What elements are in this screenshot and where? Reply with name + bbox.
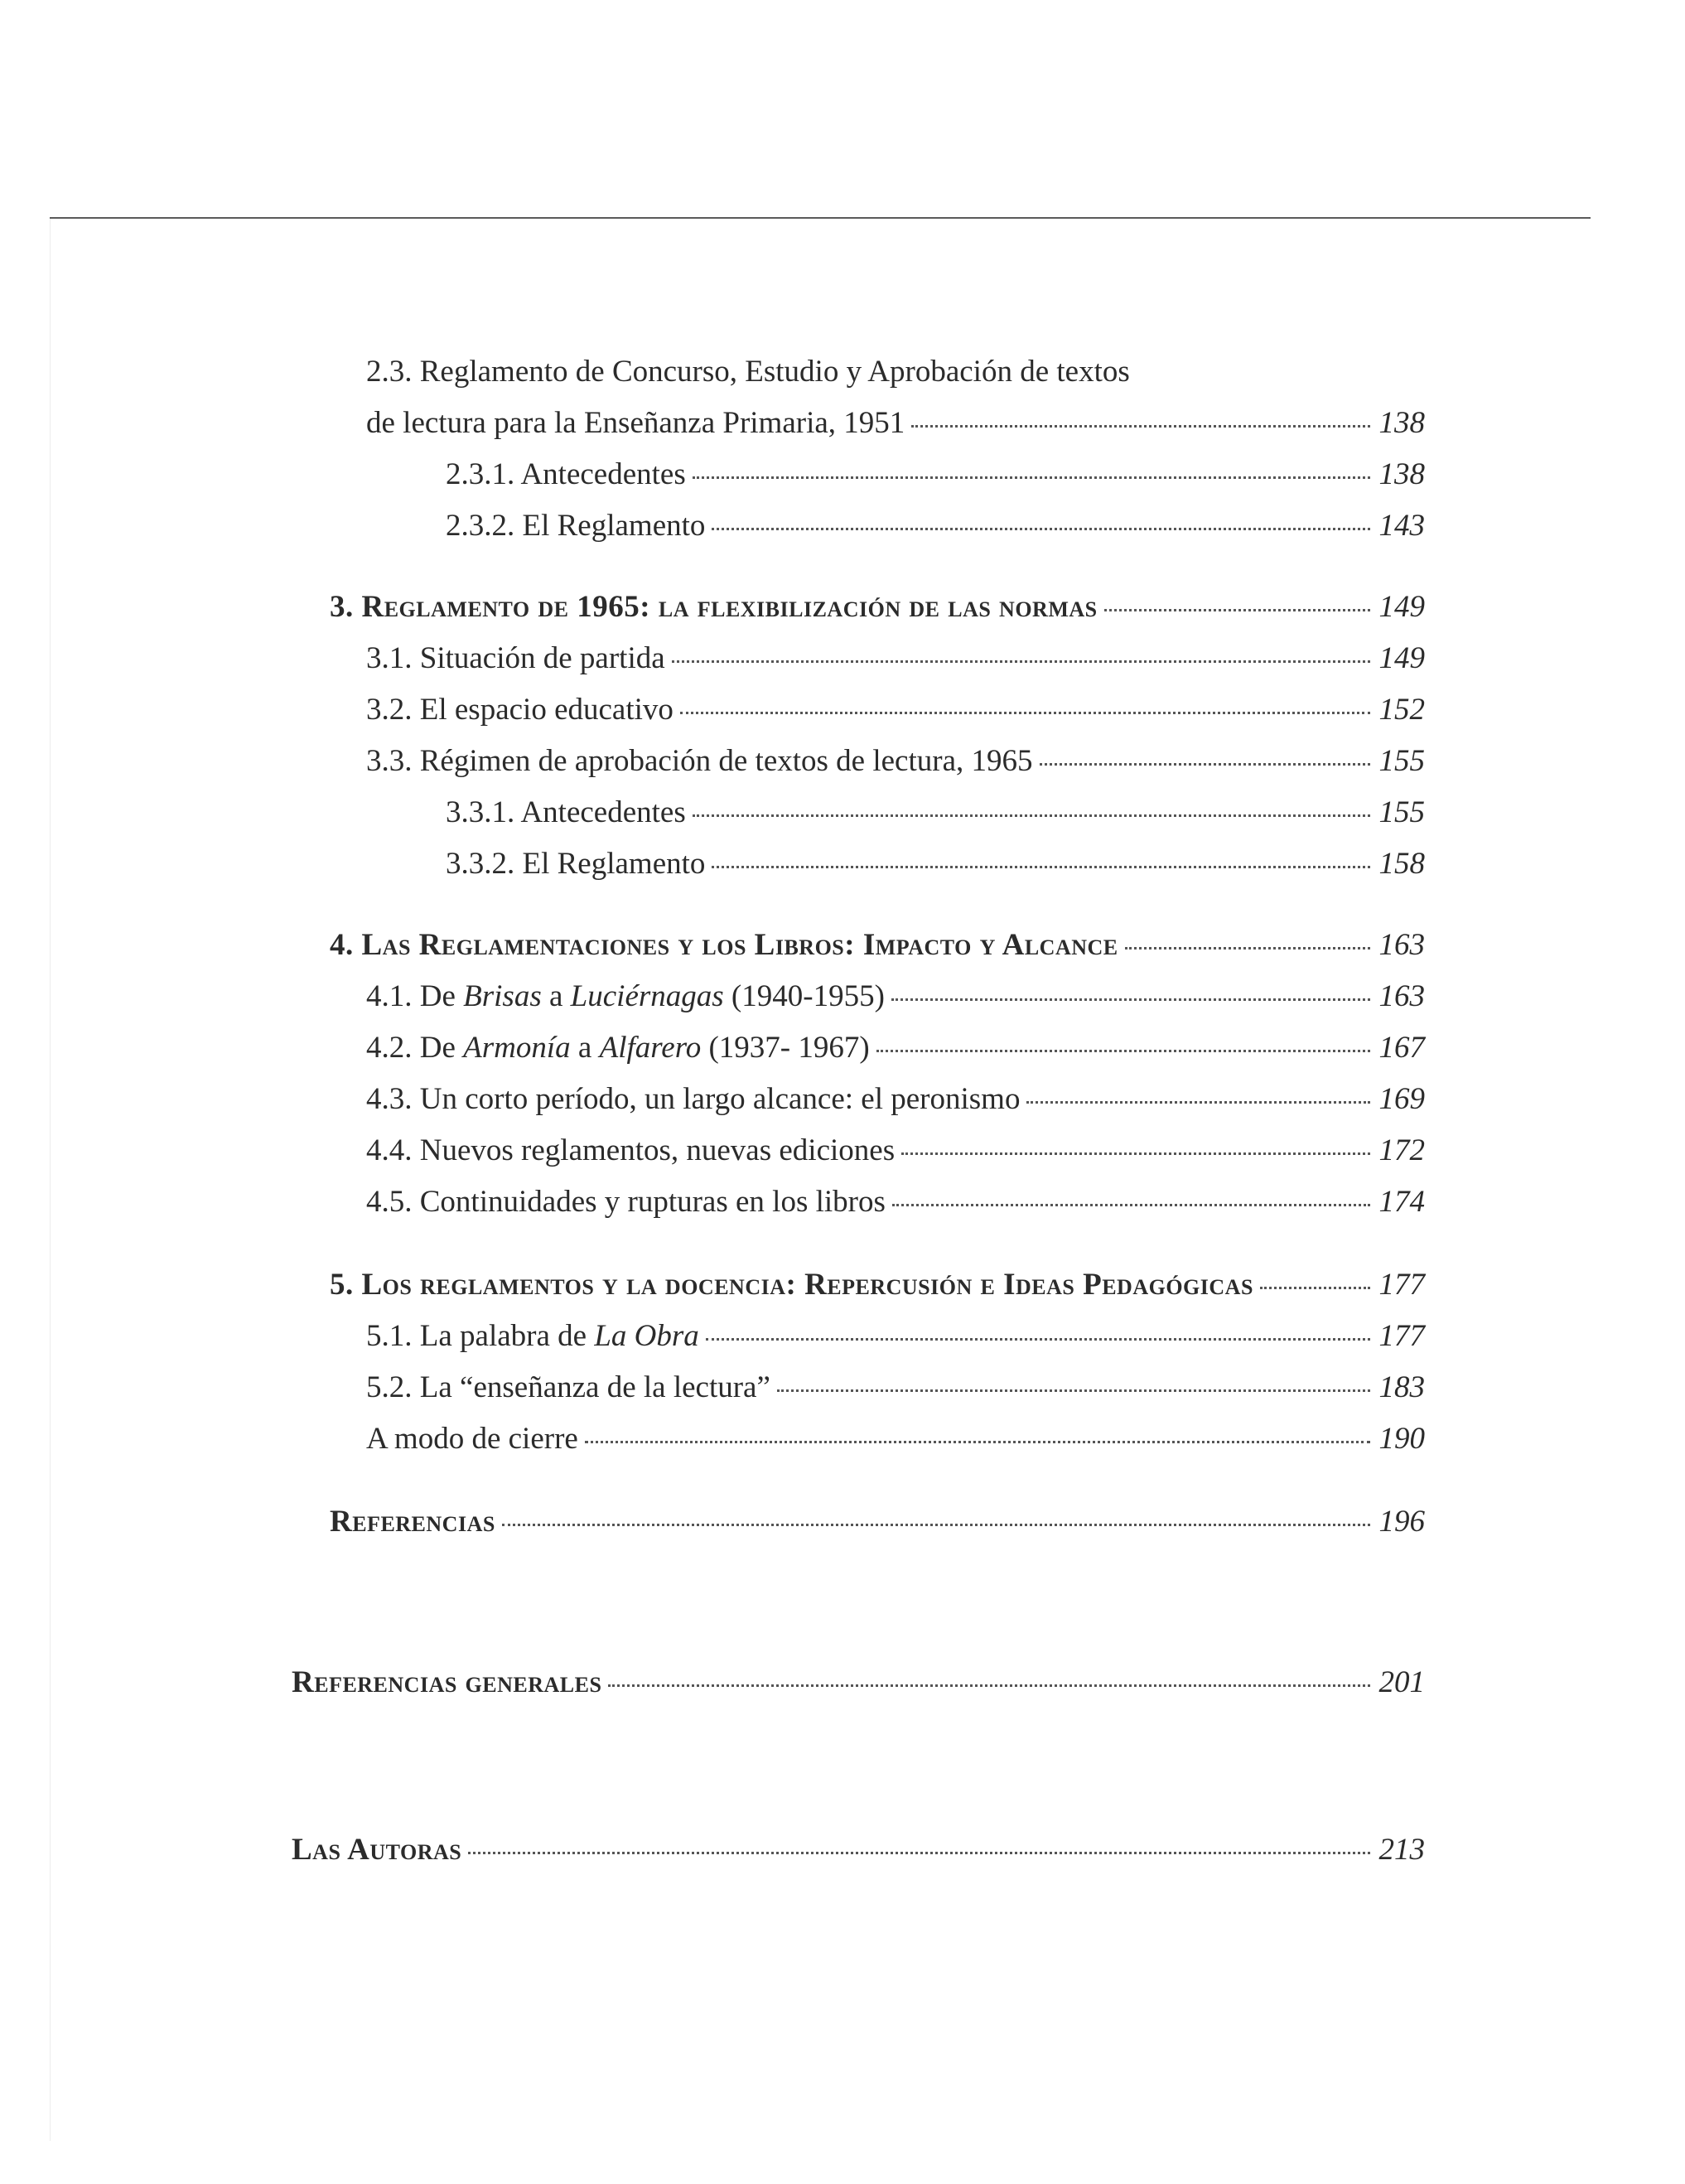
page-number: 152 — [1378, 693, 1425, 727]
page-number: 143 — [1378, 509, 1425, 543]
dot-leader — [693, 476, 1370, 479]
page-number: 158 — [1378, 847, 1425, 881]
toc-entry-text: 4.2. De Armonía a Alfarero (1937- 1967) — [366, 1031, 870, 1065]
page-number: 169 — [1378, 1082, 1425, 1116]
toc-entry-text: de lectura para la Enseñanza Primaria, 1951 — [366, 406, 905, 440]
toc-entry-referencias-generales[interactable] — [292, 1667, 1425, 1698]
dot-leader — [1026, 1101, 1370, 1104]
page-number: 163 — [1378, 928, 1425, 962]
toc-entry-text: 2.3.1. Antecedentes — [446, 457, 686, 491]
page-number: 155 — [1378, 795, 1425, 829]
toc-chapter-text: 4. Las Reglamentaciones y los Libros: Impacto y Alcance — [330, 928, 1118, 962]
page-number: 149 — [1378, 590, 1425, 624]
toc-chapter-text: 3. Reglamento de 1965: la flexibilización de las normas — [330, 590, 1098, 624]
toc-entry-text: A modo de cierre — [366, 1422, 578, 1456]
dot-leader — [1125, 947, 1370, 949]
toc-entry-text: 3.2. El espacio educativo — [366, 693, 674, 727]
page-number: 174 — [1378, 1185, 1425, 1219]
toc-entry-text: 5.2. La “enseñanza de la lectura” — [366, 1370, 770, 1404]
dot-leader — [777, 1389, 1370, 1392]
dot-leader — [693, 814, 1370, 817]
toc-entry-4-1[interactable] — [366, 981, 1425, 1012]
page-number: 183 — [1378, 1370, 1425, 1404]
page-number: 163 — [1378, 979, 1425, 1013]
toc-chapter-text: 5. Los reglamentos y la docencia: Repercusión e Ideas Pedagógicas — [330, 1268, 1253, 1302]
dot-leader — [1040, 763, 1371, 766]
toc-entry-text: 5.1. La palabra de La Obra — [366, 1319, 699, 1353]
toc-entry-text: 3.3.1. Antecedentes — [446, 795, 686, 829]
toc-chapter-text: Las Autoras — [292, 1833, 462, 1867]
toc-entry-text: 4.1. De Brisas a Luciérnagas (1940-1955) — [366, 979, 885, 1013]
page-number: 196 — [1378, 1505, 1425, 1539]
toc-entry-5-1[interactable] — [366, 1321, 1425, 1351]
toc-entry-3-3-2[interactable] — [446, 848, 1425, 879]
dot-leader — [901, 1152, 1370, 1155]
toc-chapter-text: Referencias generales — [292, 1665, 602, 1699]
toc-entry-2-3[interactable] — [366, 408, 1425, 438]
toc-entry-4-4[interactable] — [366, 1135, 1425, 1166]
dot-leader — [891, 998, 1370, 1001]
dot-leader — [876, 1050, 1370, 1052]
page-number: 138 — [1378, 457, 1425, 491]
toc-entry-2-3-2[interactable] — [446, 510, 1425, 541]
toc-chapter-4[interactable] — [330, 930, 1425, 960]
page-number: 167 — [1378, 1031, 1425, 1065]
dot-leader — [911, 425, 1370, 428]
toc-entry-3-3-1[interactable] — [446, 797, 1425, 828]
toc-entry-referencias[interactable] — [330, 1506, 1425, 1537]
toc-entry-text: 4.3. Un corto período, un largo alcance: el peronismo — [366, 1082, 1021, 1116]
page-number: 213 — [1378, 1833, 1425, 1867]
toc-entry-3-2[interactable] — [366, 694, 1425, 725]
toc-entry-text: 2.3.2. El Reglamento — [446, 509, 706, 543]
dot-leader — [468, 1852, 1370, 1854]
toc-chapter-text: Referencias — [330, 1505, 495, 1539]
dot-leader — [712, 866, 1370, 868]
dot-leader — [672, 660, 1370, 663]
toc-entry-3-3[interactable] — [366, 746, 1425, 776]
dot-leader — [1104, 609, 1370, 611]
toc-entry-2-3-1[interactable] — [446, 459, 1425, 490]
dot-leader — [608, 1684, 1370, 1687]
page-number: 155 — [1378, 744, 1425, 778]
toc-entry-text: 4.4. Nuevos reglamentos, nuevas ediciones — [366, 1133, 896, 1167]
page-number: 177 — [1378, 1319, 1425, 1353]
dot-leader — [712, 528, 1370, 530]
toc-entry-4-3[interactable] — [366, 1084, 1425, 1114]
toc-entry-text: 4.5. Continuidades y rupturas en los libros — [366, 1185, 886, 1219]
toc-entry-text: 2.3. Reglamento de Concurso, Estudio y Aprobación de textos — [366, 355, 1130, 389]
page-number: 149 — [1378, 641, 1425, 675]
toc-entry-text: 3.3.2. El Reglamento — [446, 847, 706, 881]
page-number: 172 — [1378, 1133, 1425, 1167]
toc-entry-las-autoras[interactable] — [292, 1834, 1425, 1865]
toc-entry-text: 3.3. Régimen de aprobación de textos de lectura, 1965 — [366, 744, 1033, 778]
dot-leader — [502, 1524, 1370, 1526]
toc-entry-4-2[interactable] — [366, 1032, 1425, 1063]
toc-chapter-5[interactable] — [330, 1269, 1425, 1300]
toc-entry-3-1[interactable] — [366, 643, 1425, 674]
toc-entry-4-5[interactable] — [366, 1186, 1425, 1217]
dot-leader — [680, 712, 1370, 714]
page-number: 138 — [1378, 406, 1425, 440]
toc-entry-cierre[interactable] — [366, 1423, 1425, 1454]
page-number: 190 — [1378, 1422, 1425, 1456]
dot-leader — [585, 1441, 1370, 1443]
page-number: 201 — [1378, 1665, 1425, 1699]
dot-leader — [706, 1338, 1370, 1341]
dot-leader — [1260, 1287, 1370, 1289]
page-number: 177 — [1378, 1268, 1425, 1302]
toc-entry-2-3-line1 — [366, 356, 1130, 387]
toc-chapter-3[interactable] — [330, 592, 1425, 622]
toc-entry-5-2[interactable] — [366, 1372, 1425, 1403]
toc-entry-text: 3.1. Situación de partida — [366, 641, 665, 675]
dot-leader — [892, 1204, 1370, 1206]
